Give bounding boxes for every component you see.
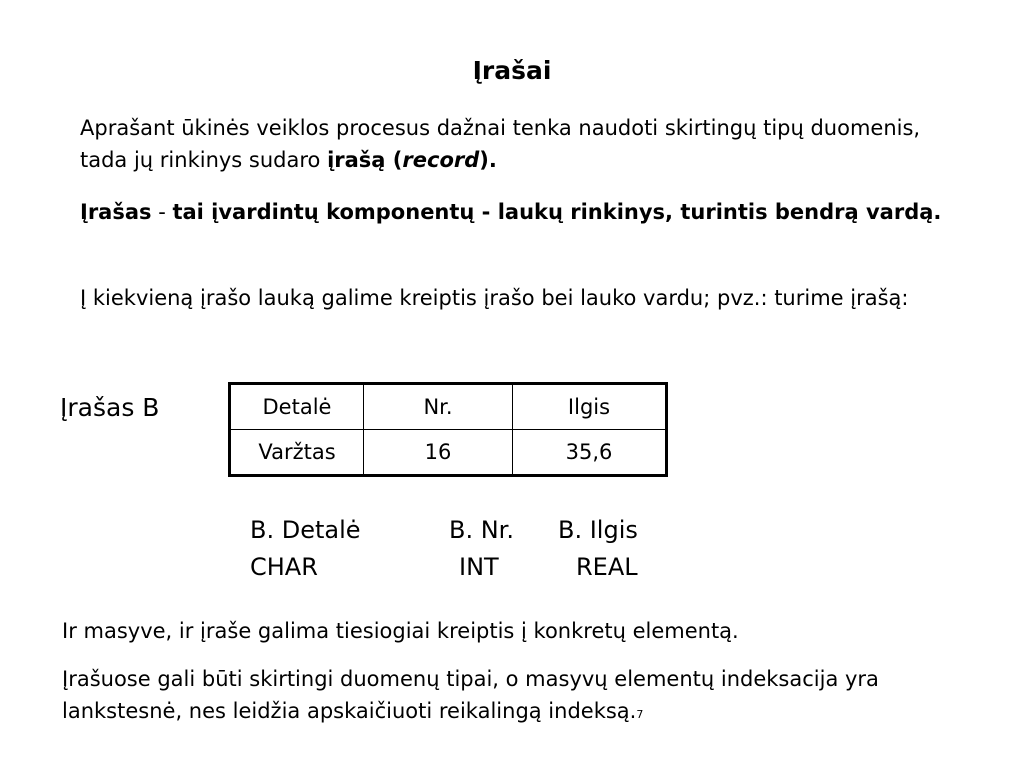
intro-bold-end: ). [479, 148, 497, 172]
intro-italic-term: record [402, 148, 480, 172]
intro-text: Aprašant ūkinės veiklos procesus dažnai tenka naudoti skirtingų tipų duomenis, tada jų rinkinys sudaro [80, 116, 921, 172]
table-header-cell: Nr. [364, 384, 513, 430]
table-cell: 16 [364, 430, 513, 476]
types-note-text: Įrašuose gali būti skirtingi duomenų tipai, o masyvų elementų indeksacija yra lankstesnė, nes leidžia apskaičiuoti reikalingą indeksą. [62, 667, 879, 723]
intro-bold-term: įrašą ( [327, 148, 403, 172]
definition-text: tai įvardintų komponentų - laukų rinkinys, turintis bendrą vardą. [172, 200, 942, 224]
record-label: Įrašas B [60, 393, 160, 422]
table-header-row [230, 384, 667, 430]
field-name: B. Ilgis [558, 516, 638, 544]
definition-dash: - [151, 200, 173, 224]
types-note [62, 663, 962, 731]
example-paragraph: Į kiekvieną įrašo lauką galime kreiptis įrašo bei lauko vardu; pvz.: turime įrašą: [80, 286, 909, 310]
definition-term: Įrašas [80, 200, 152, 224]
field-type: INT [459, 553, 499, 581]
array-note: Ir masyve, ir įraše galima tiesiogiai kreiptis į konkretų elementą. [62, 619, 739, 643]
table-row [230, 430, 667, 476]
definition-paragraph [80, 196, 960, 228]
table-cell: 35,6 [513, 430, 667, 476]
table-cell: Varžtas [230, 430, 364, 476]
field-name: B. Detalė [250, 516, 361, 544]
intro-paragraph [80, 112, 960, 176]
table-header-cell: Detalė [230, 384, 364, 430]
field-type: CHAR [250, 553, 318, 581]
field-type: REAL [576, 553, 638, 581]
record-table [228, 382, 668, 477]
page-number: 7 [636, 708, 644, 721]
field-name: B. Nr. [449, 516, 514, 544]
slide-title: Įrašai [472, 56, 552, 85]
table-header-cell: Ilgis [513, 384, 667, 430]
